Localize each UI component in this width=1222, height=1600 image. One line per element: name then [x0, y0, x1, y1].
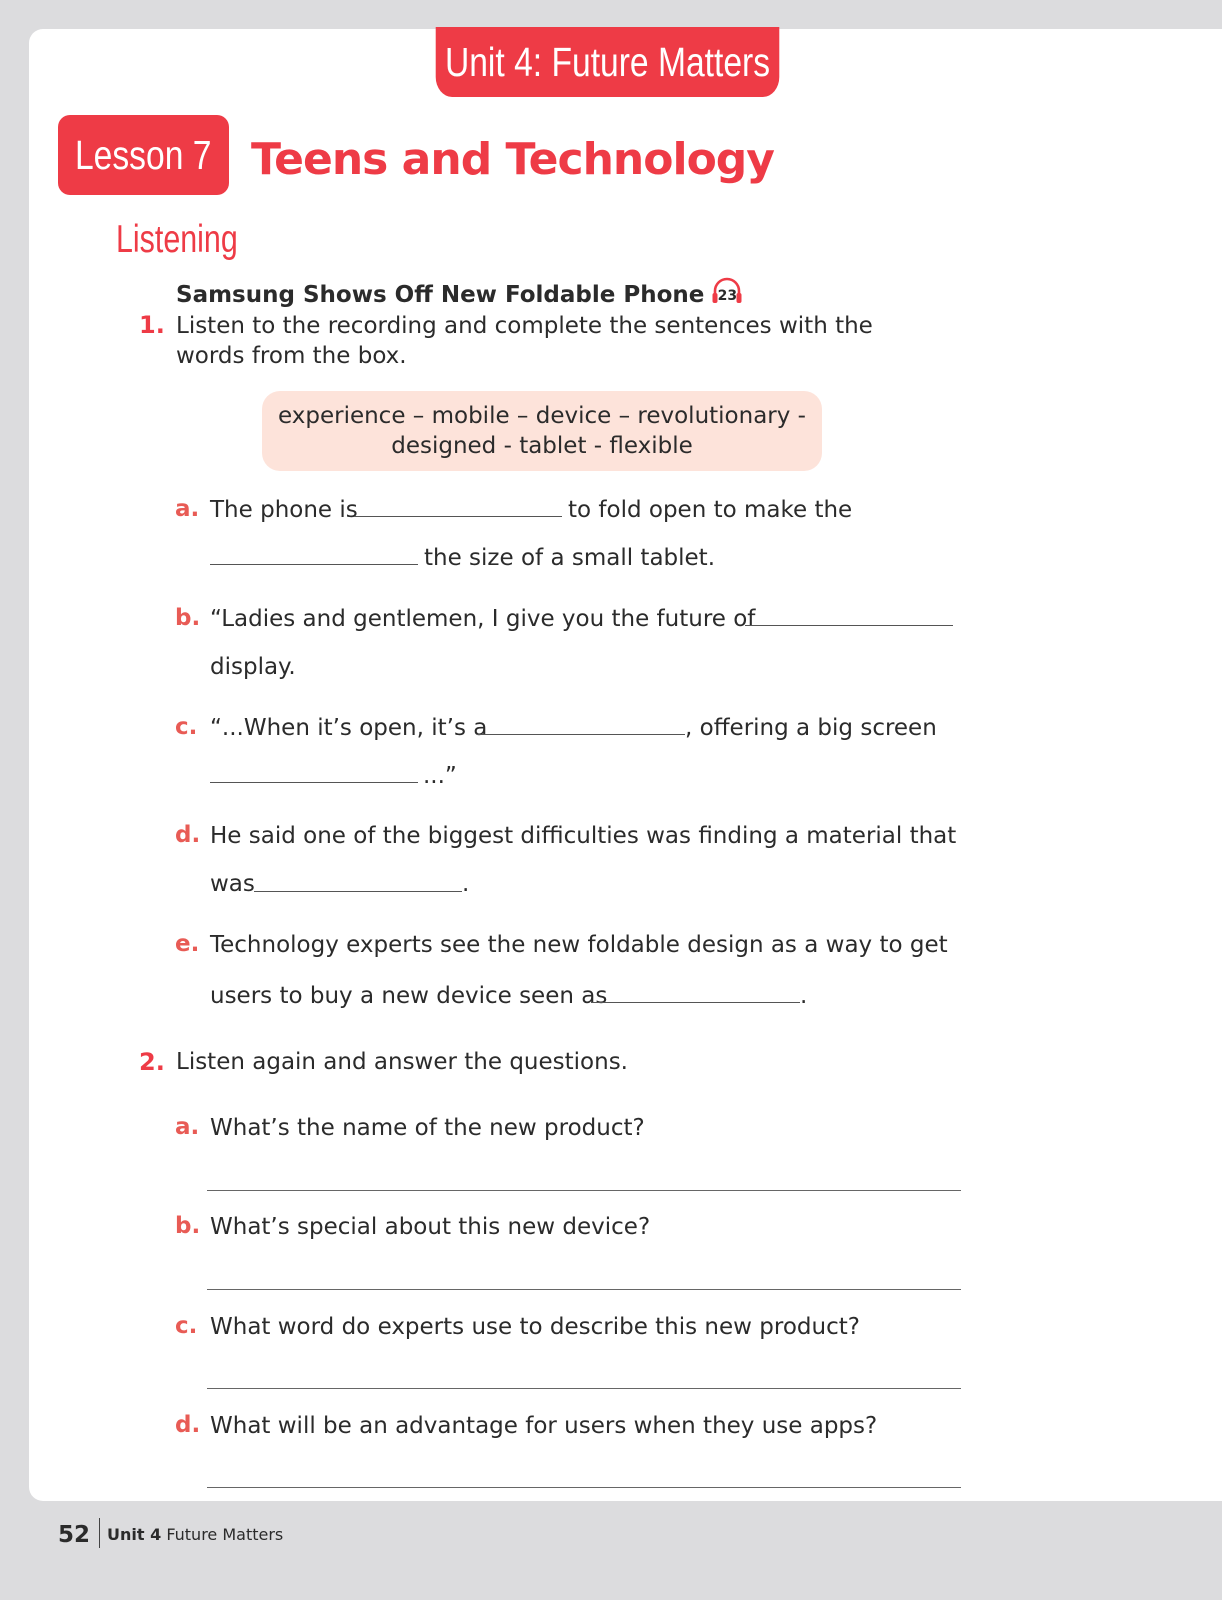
item-a-blank1[interactable]: [354, 516, 562, 517]
listening-subtitle: [176, 274, 744, 308]
unit-banner: Unit 4: Future Matters: [436, 27, 780, 97]
question-b-answer-line[interactable]: [207, 1289, 961, 1290]
item-c-letter: c.: [175, 714, 198, 740]
exercise-2-instruction: Listen again and answer the questions.: [176, 1049, 628, 1075]
lesson-badge-label: Lesson 7: [75, 132, 212, 178]
item-e-text1: Technology experts see the new foldable design as a way to get: [210, 932, 948, 958]
item-a-text3: the size of a small tablet.: [424, 545, 716, 571]
question-a-letter: a.: [175, 1114, 200, 1140]
word-box-line2: designed - tablet - flexible: [391, 433, 693, 459]
item-b-blank1[interactable]: [745, 625, 953, 626]
item-e-blank1[interactable]: [592, 1002, 800, 1003]
lesson-badge: [58, 115, 229, 195]
item-a-text2: to fold open to make the: [568, 497, 853, 523]
question-c-text: What word do experts use to describe this new product?: [210, 1314, 860, 1340]
item-b-text1: “Ladies and gentlemen, I give you the future of: [210, 606, 756, 632]
item-d-text3: .: [462, 871, 470, 897]
item-d-text1: He said one of the biggest difficulties was finding a material that: [210, 823, 957, 849]
section-heading: Listening: [116, 218, 238, 261]
headphones-icon[interactable]: [710, 274, 744, 308]
item-e-letter: e.: [175, 931, 200, 957]
item-c-blank1[interactable]: [477, 734, 685, 735]
exercise-1-number: 1.: [139, 311, 165, 339]
item-b-letter: b.: [175, 605, 201, 631]
item-c-text2: , offering a big screen: [685, 715, 937, 741]
footer-divider: [99, 1518, 100, 1548]
item-b-text2: display.: [210, 654, 296, 680]
item-e-text2: users to buy a new device seen as: [210, 983, 608, 1009]
question-d-answer-line[interactable]: [207, 1487, 961, 1488]
audio-track-number: 23: [717, 288, 738, 304]
question-b-letter: b.: [175, 1213, 201, 1239]
question-c-letter: c.: [175, 1313, 198, 1339]
exercise-2-number: 2.: [139, 1048, 165, 1076]
exercise-1-instruction-line1: Listen to the recording and complete the sentences with the: [176, 313, 873, 339]
item-a-blank2[interactable]: [210, 564, 418, 565]
question-d-letter: d.: [175, 1412, 201, 1438]
item-e-text3: .: [800, 983, 808, 1009]
item-d-text2: was: [210, 871, 255, 897]
page-number: 52: [58, 1522, 91, 1548]
item-c-text3: ...”: [423, 763, 457, 789]
word-box-line1: experience – mobile – device – revolutionary -: [278, 403, 806, 429]
exercise-1-instruction-line2: words from the box.: [176, 343, 407, 369]
question-b-text: What’s special about this new device?: [210, 1214, 651, 1240]
item-a-letter: a.: [175, 496, 200, 522]
question-c-answer-line[interactable]: [207, 1388, 961, 1389]
question-d-text: What will be an advantage for users when they use apps?: [210, 1413, 878, 1439]
item-c-blank2[interactable]: [210, 782, 418, 783]
footer-unit-name: Future Matters: [166, 1525, 284, 1544]
question-a-text: What’s the name of the new product?: [210, 1115, 645, 1141]
footer-unit-label: [107, 1525, 283, 1544]
subtitle-text: Samsung Shows Off New Foldable Phone: [176, 282, 705, 308]
item-d-blank1[interactable]: [254, 891, 462, 892]
footer-unit: Unit 4: [107, 1525, 162, 1544]
item-a-text1: The phone is: [210, 497, 358, 523]
item-c-text1: “...When it’s open, it’s a: [210, 715, 488, 741]
word-box: [262, 391, 822, 471]
lesson-title: Teens and Technology: [251, 134, 774, 185]
question-a-answer-line[interactable]: [207, 1190, 961, 1191]
item-d-letter: d.: [175, 822, 201, 848]
